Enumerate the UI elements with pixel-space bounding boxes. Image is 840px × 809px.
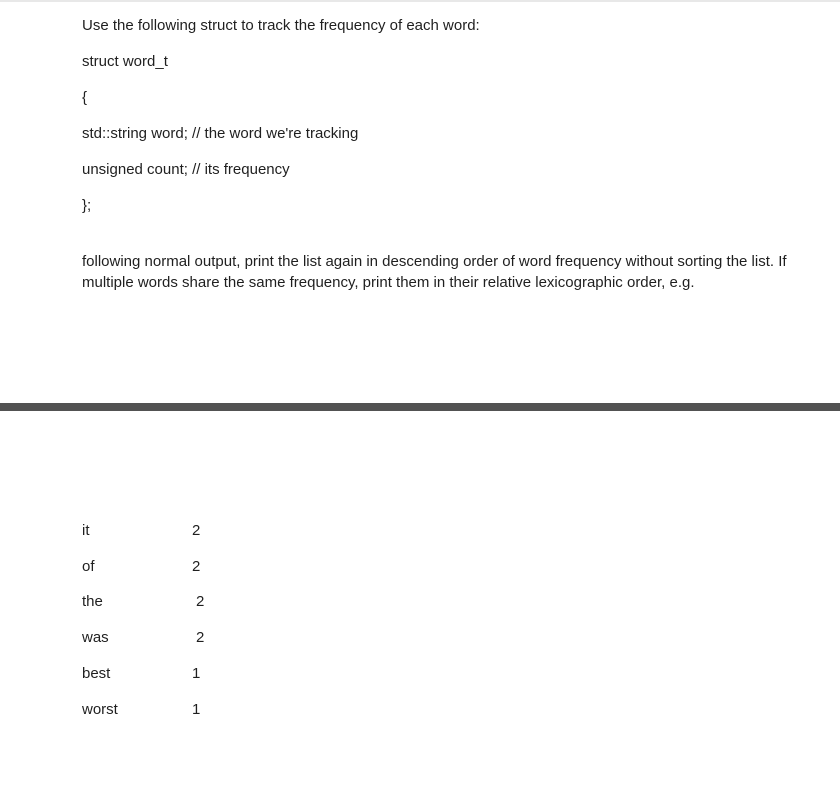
word-label: was (82, 629, 109, 646)
word-label: worst (82, 701, 118, 718)
word-count: 1 (192, 665, 201, 682)
word-count: 1 (192, 701, 201, 718)
code-line: { (82, 89, 88, 106)
word-count: 2 (196, 593, 205, 610)
intro-text: Use the following struct to track the frequency of each word: (82, 17, 480, 34)
word-count: 2 (192, 522, 201, 539)
instruction-paragraph: following normal output, print the list again in descending order of word frequency without sorting the list. If multiple words share the same frequency, print them in their relative lexicographic order, e.g. (82, 253, 787, 291)
word-label: best (82, 665, 111, 682)
word-count: 2 (192, 558, 201, 575)
code-line: }; (82, 197, 92, 214)
word-count: 2 (196, 629, 205, 646)
word-label: of (82, 558, 95, 575)
page-top-edge (0, 0, 840, 2)
code-line: std::string word; // the word we're tracking (82, 125, 359, 142)
word-label: it (82, 522, 90, 539)
page-break-divider (0, 403, 840, 411)
word-label: the (82, 593, 103, 610)
code-line: struct word_t (82, 53, 168, 70)
code-line: unsigned count; // its frequency (82, 161, 290, 178)
